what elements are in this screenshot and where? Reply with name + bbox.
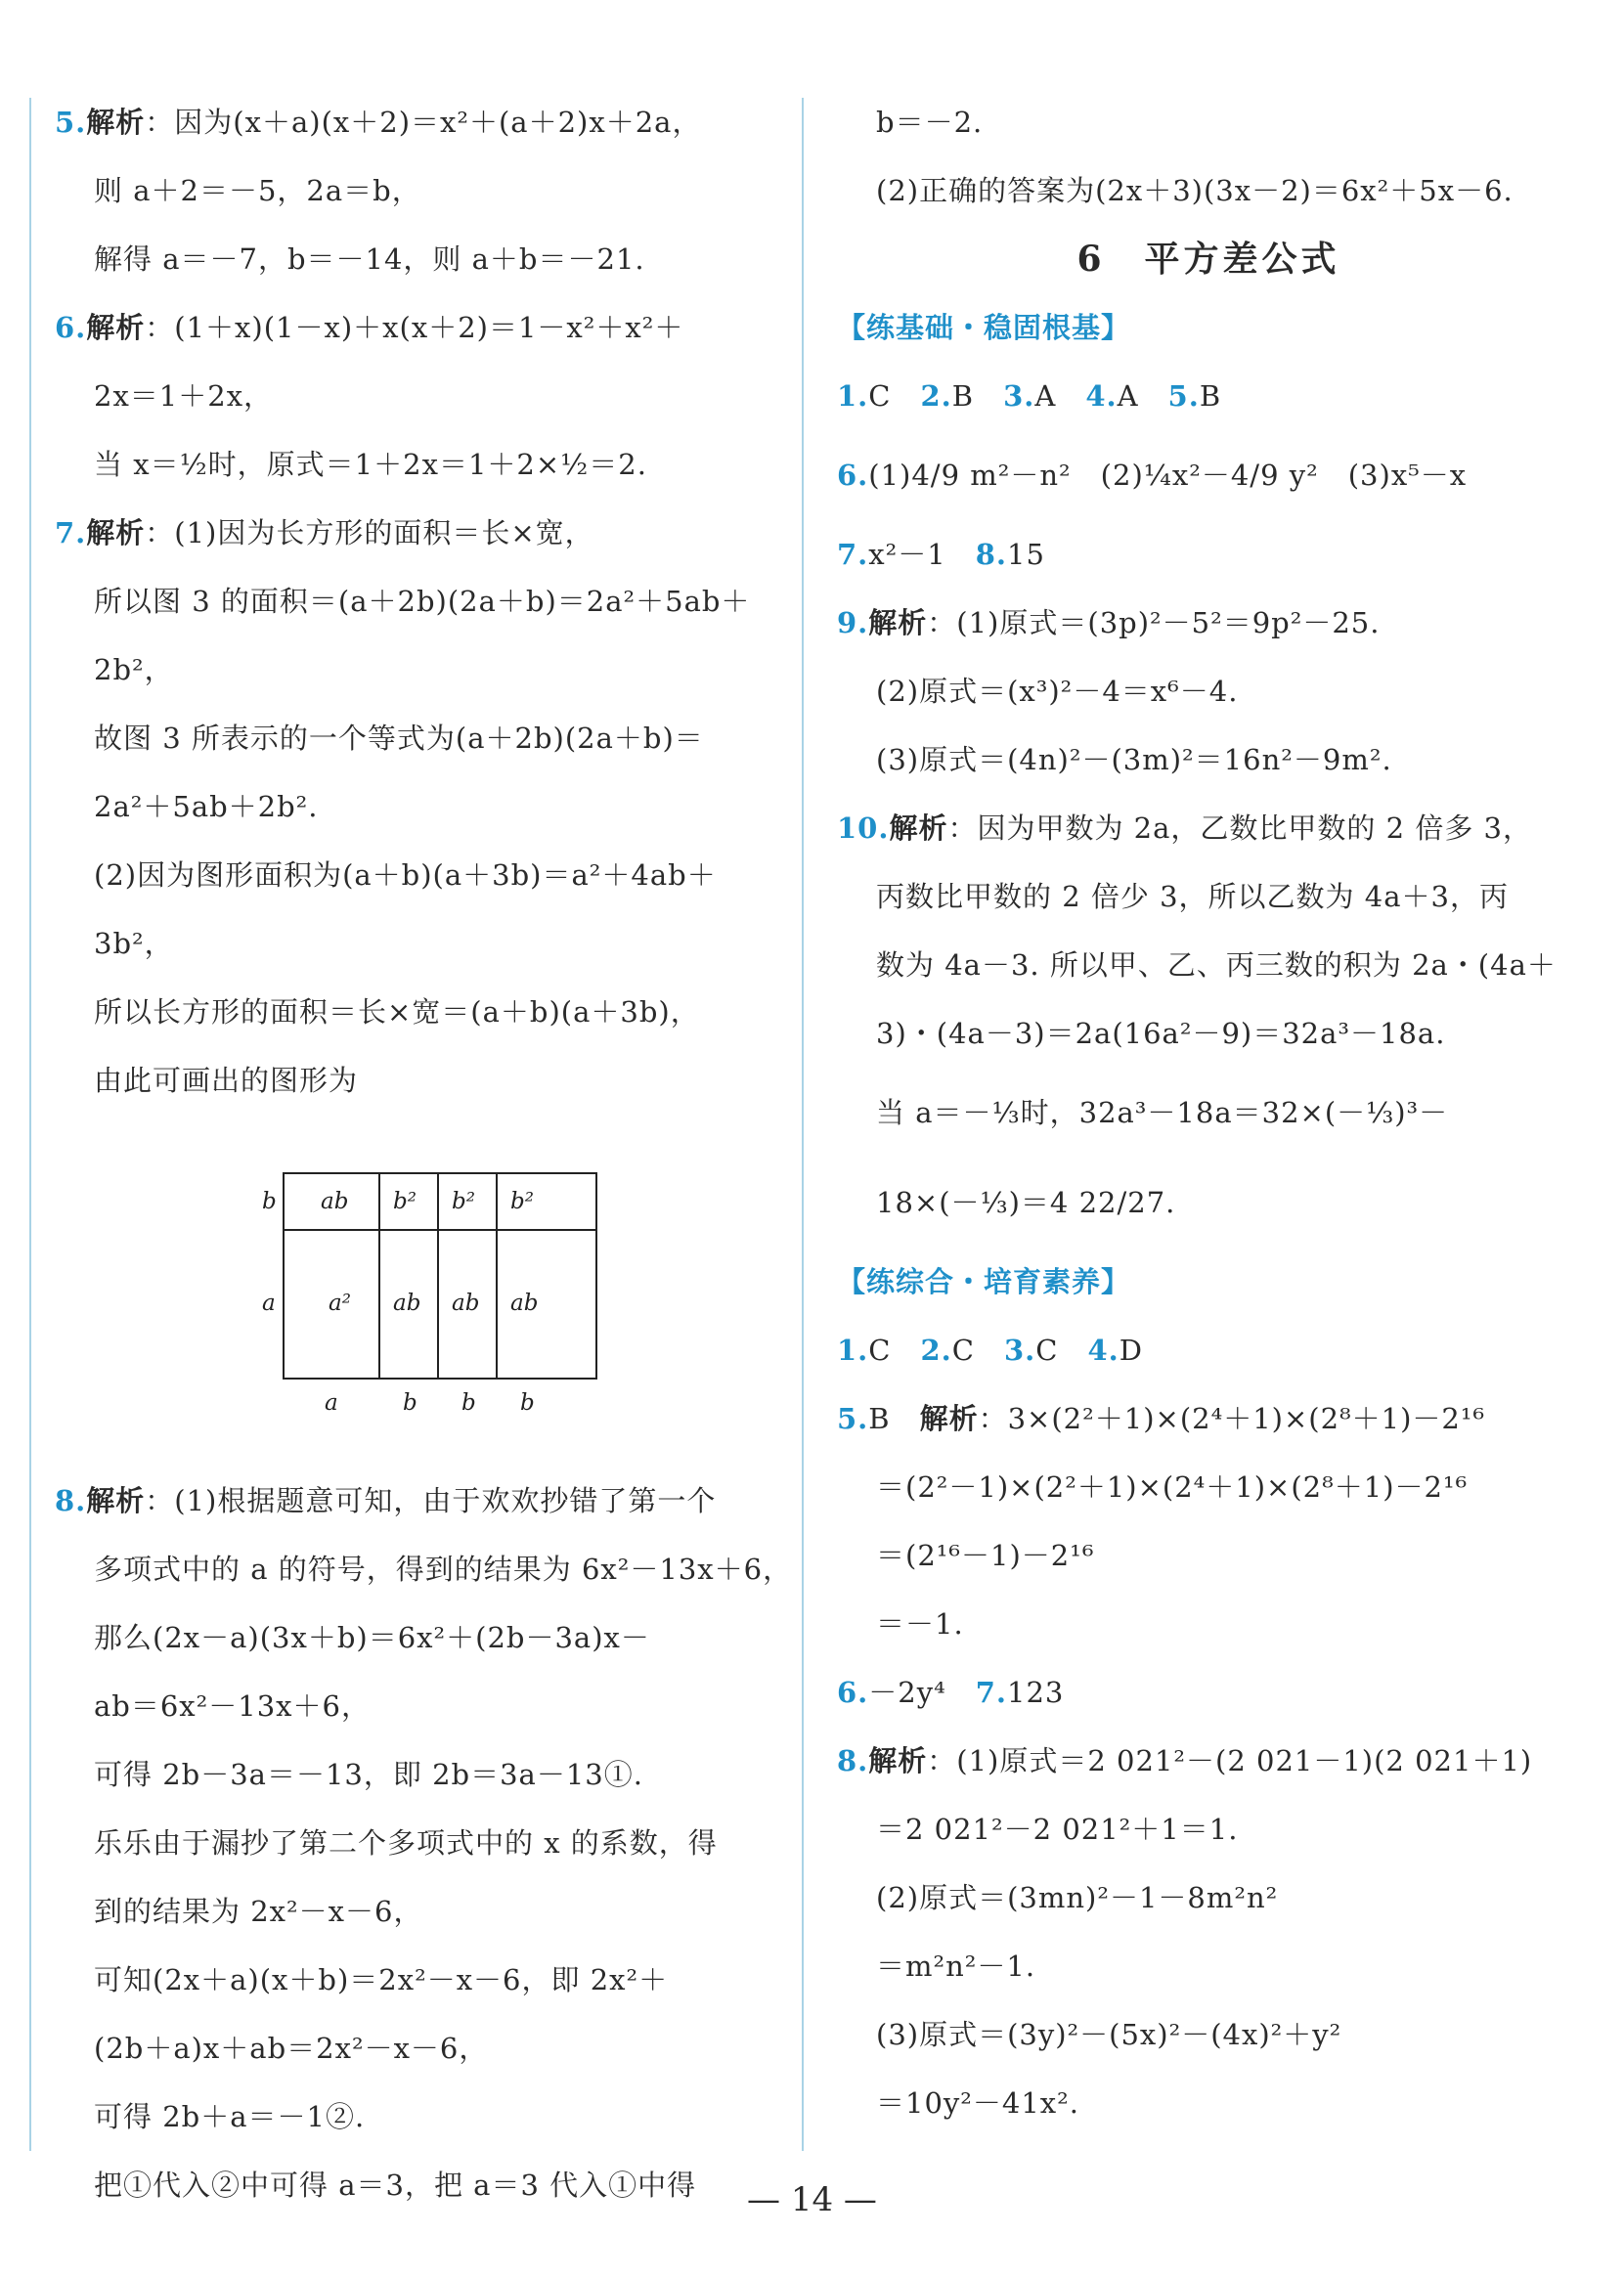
line-text: ：(1)原式＝(3p)²－5²＝9p²－25.	[927, 606, 1381, 639]
question-number: 5.	[55, 106, 87, 139]
fig-left-2: a	[262, 1291, 276, 1316]
fig-below-3: b	[461, 1390, 476, 1416]
text-line	[837, 1727, 1580, 1795]
line-text: B	[868, 1402, 920, 1435]
text-line	[837, 1932, 1580, 2000]
text-line	[55, 704, 778, 772]
line-text: ：(1)原式＝2 021²－(2 021－1)(2 021＋1)	[927, 1744, 1533, 1777]
text-line	[55, 1467, 778, 1535]
line-text: 2a²＋5ab＋2b².	[94, 790, 319, 823]
text-line	[55, 430, 778, 499]
line-text: ：(1)因为长方形的面积＝长×宽，	[145, 516, 594, 549]
question-number: 1.	[837, 379, 869, 413]
question-number: 6.	[837, 1676, 869, 1709]
line-text: (2)原式＝(3mn)²－1－8m²n²	[876, 1881, 1279, 1914]
text-line	[837, 999, 1580, 1068]
text-line	[55, 909, 778, 978]
text-line	[55, 978, 778, 1046]
question-number: 3.	[1003, 379, 1035, 413]
text-line	[55, 499, 778, 567]
line-text: ＝10y²－41x².	[876, 2086, 1080, 2120]
question-number: 2.	[920, 379, 952, 413]
line-text: b＝－2.	[876, 106, 984, 139]
area-figure-svg	[254, 1163, 626, 1418]
text-line	[837, 1521, 1580, 1590]
text-line	[837, 2069, 1580, 2137]
line-text: ：3×(2²＋1)×(2⁴＋1)×(2⁸＋1)－2¹⁶	[978, 1402, 1486, 1435]
text-line	[55, 2014, 778, 2082]
section-bracket-basic: 【练基础・稳固根基】	[837, 311, 1131, 344]
line-text: ab＝6x²－13x＋6，	[94, 1689, 371, 1723]
text-line	[837, 1158, 1580, 1248]
fig-top-1: ab	[321, 1189, 349, 1214]
analysis-label: 解析	[868, 1744, 928, 1777]
line-text: 15	[1007, 538, 1045, 571]
answer-text: C	[868, 1334, 921, 1367]
text-line	[55, 1603, 778, 1672]
line-text: 2b²，	[94, 653, 174, 686]
answer-text: C	[951, 1334, 1004, 1367]
line-text: ：因为甲数为 2a，乙数比甲数的 2 倍多 3，	[947, 811, 1532, 845]
fig-left-1: b	[262, 1189, 277, 1214]
text-line	[55, 1535, 793, 1603]
answer-text: B	[1199, 379, 1222, 413]
question-number: 7.	[975, 1676, 1008, 1709]
line-text: ＝m²n²－1.	[876, 1950, 1036, 1983]
analysis-label: 解析	[889, 811, 948, 845]
text-line	[55, 841, 778, 909]
line-text: 到的结果为 2x²－x－6，	[94, 1895, 423, 1928]
text-line	[837, 862, 1580, 931]
question-number: 5.	[1167, 379, 1200, 413]
analysis-label: 解析	[868, 606, 928, 639]
question-number: 8.	[837, 1744, 869, 1777]
question-number: 7.	[837, 538, 869, 571]
line-text: ＝－1.	[876, 1607, 964, 1641]
question-number: 4.	[1085, 379, 1118, 413]
text-line	[837, 1863, 1580, 1932]
page-number: — 14 —	[747, 2180, 877, 2219]
question-number: 2.	[920, 1334, 952, 1367]
text-line	[837, 88, 1580, 156]
line-text: (3)原式＝(3y)²－(5x)²－(4x)²＋y²	[876, 2018, 1342, 2051]
line-text: 由此可画出的图形为	[94, 1064, 359, 1097]
line-text: 把①代入②中可得 a＝3，把 a＝3 代入①中得	[94, 2169, 697, 2202]
fig-bottom-3: ab	[452, 1291, 480, 1316]
question-number: 3.	[1003, 1334, 1036, 1367]
answer-text: C	[1035, 1334, 1088, 1367]
fig-bottom-1: a²	[329, 1291, 351, 1316]
text-line	[55, 88, 778, 156]
question-number: 5.	[837, 1402, 869, 1435]
text-line	[55, 1672, 778, 1740]
answer-text: C	[868, 379, 921, 413]
question-number: 8.	[55, 1484, 87, 1517]
fig-bottom-4: ab	[510, 1291, 539, 1316]
text-line	[55, 772, 778, 841]
line-text: 所以图 3 的面积＝(a＋2b)(2a＋b)＝2a²＋5ab＋	[94, 585, 751, 618]
text-line	[837, 794, 1580, 862]
left-margin-rule	[29, 98, 31, 2151]
text-line	[55, 1046, 778, 1115]
text-line	[55, 225, 778, 293]
line-text: 可知(2x＋a)(x＋b)＝2x²－x－6，即 2x²＋	[94, 1963, 669, 1996]
question-number: 1.	[837, 1334, 869, 1367]
fig-below-2: b	[403, 1390, 417, 1416]
line-text: 所以长方形的面积＝长×宽＝(a＋b)(a＋3b)，	[94, 995, 700, 1029]
line-text: 数为 4a－3. 所以甲、乙、丙三数的积为 2a・(4a＋	[876, 948, 1557, 982]
line-text: 多项式中的 a 的符号，得到的结果为 6x²－13x＋6，	[94, 1553, 793, 1586]
answer-text: D	[1119, 1334, 1143, 1367]
line-text: 故图 3 所表示的一个等式为(a＋2b)(2a＋b)＝	[94, 722, 704, 755]
line-text: 丙数比甲数的 2 倍少 3，所以乙数为 4a＋3，丙	[876, 880, 1509, 913]
line-text: (2)因为图形面积为(a＋b)(a＋3b)＝a²＋4ab＋	[94, 858, 717, 892]
text-line	[55, 635, 778, 704]
line-text: 2x＝1＋2x，	[94, 379, 274, 413]
question-number: 10.	[837, 811, 890, 845]
fig-bottom-2: ab	[393, 1291, 421, 1316]
question-number: 7.	[55, 516, 87, 549]
fig-below-1: a	[325, 1390, 338, 1416]
line-text: 则 a＋2＝－5，2a＝b，	[94, 174, 421, 207]
line-text: x²－1	[868, 538, 976, 571]
text-line	[55, 1877, 778, 1946]
comp-answers-row	[837, 1316, 1580, 1384]
text-line	[837, 156, 1580, 225]
area-figure	[254, 1163, 626, 1418]
question-number: 6.	[55, 311, 87, 344]
text-line	[837, 520, 1580, 589]
line-text: 当 a＝－⅓时，32a³－18a＝32×(－⅓)³－	[876, 1096, 1449, 1129]
line-text: ：因为(x＋a)(x＋2)＝x²＋(a＋2)x＋2a，	[145, 106, 702, 139]
text-line	[837, 430, 1580, 520]
line-text: (2)原式＝(x³)²－4＝x⁶－4.	[876, 675, 1239, 708]
analysis-label: 解析	[86, 106, 146, 139]
question-number: 9.	[837, 606, 869, 639]
text-line	[837, 1658, 1580, 1727]
question-number: 4.	[1087, 1334, 1119, 1367]
answer-text: A	[1117, 379, 1168, 413]
text-line	[55, 293, 778, 362]
text-line	[55, 1946, 778, 2014]
analysis-label: 解析	[86, 311, 146, 344]
left-column	[55, 88, 793, 2219]
text-line	[55, 1809, 778, 1877]
answer-text: B	[951, 379, 1004, 413]
line-text: 那么(2x－a)(3x＋b)＝6x²＋(2b－3a)x－	[94, 1621, 650, 1654]
text-line	[55, 362, 778, 430]
analysis-label: 解析	[919, 1402, 979, 1435]
line-text: 解得 a＝－7，b＝－14，则 a＋b＝－21.	[94, 242, 645, 276]
section-bracket-comprehensive: 【练综合・培育素养】	[837, 1265, 1131, 1298]
text-line	[837, 1068, 1580, 1158]
line-text: 可得 2b－3a＝－13，即 2b＝3a－13①.	[94, 1758, 643, 1791]
line-text: 18×(－⅓)＝4 22/27.	[876, 1186, 1176, 1219]
line-text: 3)・(4a－3)＝2a(16a²－9)＝32a³－18a.	[876, 1017, 1446, 1050]
line-text: 乐乐由于漏抄了第二个多项式中的 x 的系数，得	[94, 1826, 718, 1860]
line-text: (2)正确的答案为(2x＋3)(3x－2)＝6x²＋5x－6.	[876, 174, 1514, 207]
text-line	[55, 156, 778, 225]
line-text: 可得 2b＋a＝－1②.	[94, 2100, 366, 2133]
text-line	[837, 725, 1580, 794]
text-line	[837, 1453, 1580, 1521]
line-text: ＝(2¹⁶－1)－2¹⁶	[876, 1539, 1095, 1572]
text-line	[55, 2082, 778, 2151]
answer-text: A	[1034, 379, 1086, 413]
text-line	[837, 589, 1580, 657]
text-line	[837, 1384, 1580, 1453]
fig-below-4: b	[520, 1390, 535, 1416]
line-text: 当 x＝½时，原式＝1＋2x＝1＋2×½＝2.	[94, 448, 647, 481]
line-text: (2b＋a)x＋ab＝2x²－x－6，	[94, 2032, 489, 2065]
line-text: 123	[1007, 1676, 1065, 1709]
line-text: (1)4/9 m²－n² (2)¼x²－4/9 y² (3)x⁵－x	[868, 459, 1468, 492]
analysis-label: 解析	[86, 516, 146, 549]
basic-answers-row	[837, 362, 1580, 430]
line-text: ＝2 021²－2 021²＋1＝1.	[876, 1813, 1239, 1846]
text-line	[55, 1740, 778, 1809]
right-column	[837, 88, 1580, 2137]
text-line	[837, 2000, 1580, 2069]
text-line	[837, 931, 1580, 999]
line-text: ：(1)根据题意可知，由于欢欢抄错了第一个	[145, 1484, 717, 1517]
fig-top-2: b²	[393, 1189, 417, 1214]
line-text: ＝(2²－1)×(2²＋1)×(2⁴＋1)×(2⁸＋1)－2¹⁶	[876, 1470, 1469, 1504]
text-line	[837, 657, 1580, 725]
question-number: 6.	[837, 459, 869, 492]
fig-top-3: b²	[452, 1189, 475, 1214]
question-number: 8.	[975, 538, 1007, 571]
column-divider	[802, 98, 804, 2151]
line-text: －2y⁴	[868, 1676, 976, 1709]
text-line	[55, 567, 778, 635]
fig-top-4: b²	[510, 1189, 534, 1214]
analysis-label: 解析	[86, 1484, 146, 1517]
line-text: 3b²，	[94, 927, 174, 960]
section-title: 6 平方差公式	[1076, 239, 1340, 280]
text-line	[837, 1795, 1580, 1863]
line-text: ：(1＋x)(1－x)＋x(x＋2)＝1－x²＋x²＋	[145, 311, 684, 344]
line-text: (3)原式＝(4n)²－(3m)²＝16n²－9m².	[876, 743, 1392, 776]
text-line	[837, 1590, 1580, 1658]
